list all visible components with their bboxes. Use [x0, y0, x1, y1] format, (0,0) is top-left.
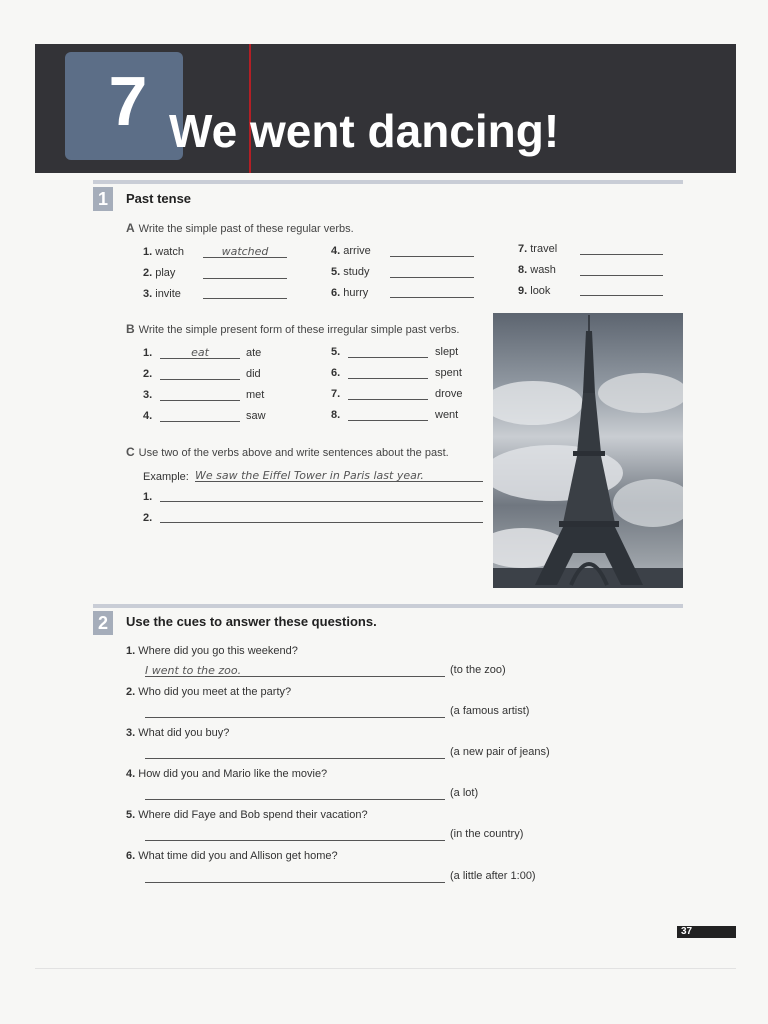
partB-item-number: 1. — [143, 347, 153, 359]
partA-item — [518, 285, 550, 297]
partA-item — [518, 264, 556, 276]
item-number: 2. — [143, 267, 153, 279]
item-number: 1. — [143, 246, 153, 258]
question-text: What time did you and Allison get home? — [138, 850, 338, 862]
item-verb: watch — [155, 246, 184, 258]
partB-instruction — [126, 322, 459, 336]
partA-answer-line[interactable] — [580, 283, 663, 296]
item-number: 5. — [331, 266, 341, 278]
partB-answer-line[interactable] — [160, 367, 240, 380]
footer-divider — [35, 968, 736, 969]
partB-past-verb: met — [246, 389, 265, 401]
partA-item — [518, 243, 557, 255]
section1-number: 1 — [93, 187, 113, 211]
partC-instruction — [126, 445, 449, 459]
partA-instruction — [126, 221, 354, 235]
question-number: 1. — [126, 645, 136, 657]
item-verb: invite — [155, 288, 181, 300]
question-number: 2. — [126, 686, 136, 698]
partC-example-label: Example: — [143, 471, 189, 483]
partB-instruction-text: Write the simple present form of these irregular simple past verbs. — [138, 324, 460, 336]
partB-item-number: 3. — [143, 389, 153, 401]
partA-answer-line[interactable] — [203, 266, 287, 279]
answer-cue: (a lot) — [450, 787, 479, 799]
item-verb: look — [530, 285, 551, 297]
partC-answer-line[interactable] — [160, 489, 483, 502]
partB-past-verb: went — [435, 409, 459, 421]
partB-letter: B — [126, 322, 135, 336]
answer-line[interactable] — [145, 746, 445, 759]
item-verb: travel — [530, 243, 558, 255]
unit-number: 7 — [108, 62, 148, 140]
partA-answer-line[interactable] — [580, 242, 663, 255]
eiffel-tower-photo — [493, 313, 683, 588]
answer-line[interactable] — [145, 828, 445, 841]
answer-cue: (in the country) — [450, 828, 524, 840]
partA-answer-line[interactable] — [580, 263, 663, 276]
unit-header — [35, 44, 736, 173]
question-number: 6. — [126, 850, 136, 862]
item-verb: arrive — [343, 245, 371, 257]
item-number: 9. — [518, 285, 528, 297]
question — [126, 686, 291, 698]
partB-past-verb: saw — [246, 410, 266, 422]
answer-line[interactable] — [145, 787, 445, 800]
partB-item-number: 8. — [331, 409, 341, 421]
partA-answer-line[interactable]: watched — [203, 245, 287, 258]
answer-cue: (a little after 1:00) — [450, 870, 536, 882]
item-number: 4. — [331, 245, 341, 257]
partA-answer-line[interactable] — [390, 265, 474, 278]
partC-line-number: 1. — [143, 491, 153, 503]
unit-title: We went dancing! — [169, 105, 560, 157]
eiffel-tower-icon — [493, 313, 683, 588]
partB-item-number: 4. — [143, 410, 153, 422]
page-number: 37 — [677, 926, 736, 938]
answer-line[interactable] — [145, 705, 445, 718]
partA-item — [143, 246, 184, 258]
question — [126, 768, 327, 780]
partB-answer-line[interactable] — [160, 388, 240, 401]
item-number: 3. — [143, 288, 153, 300]
question — [126, 850, 338, 862]
question-number: 3. — [126, 727, 136, 739]
answer-cue: (to the zoo) — [450, 664, 506, 676]
item-number: 6. — [331, 287, 341, 299]
question-text: What did you buy? — [138, 727, 230, 739]
partA-answer-line[interactable] — [390, 285, 474, 298]
question-text: Who did you meet at the party? — [138, 686, 292, 698]
item-verb: wash — [530, 264, 556, 276]
partB-past-verb: slept — [435, 346, 459, 358]
answer-line[interactable]: I went to the zoo. — [145, 664, 445, 677]
partB-item-number: 2. — [143, 368, 153, 380]
item-verb: hurry — [343, 287, 369, 299]
partB-past-verb: drove — [435, 388, 463, 400]
partA-instruction-text: Write the simple past of these regular verbs. — [138, 223, 354, 235]
partA-letter: A — [126, 221, 135, 235]
item-number: 8. — [518, 264, 528, 276]
partA-item — [143, 288, 181, 300]
partB-answer-line[interactable] — [348, 387, 428, 400]
partB-past-verb: spent — [435, 367, 462, 379]
answer-line[interactable] — [145, 870, 445, 883]
question-text: Where did you go this weekend? — [138, 645, 298, 657]
section2-title: Use the cues to answer these questions. — [126, 614, 377, 629]
partC-line-number: 2. — [143, 512, 153, 524]
partB-item-number: 6. — [331, 367, 341, 379]
question — [126, 645, 298, 657]
section1-bar — [93, 180, 683, 184]
partA-item — [331, 266, 370, 278]
partB-past-verb: ate — [246, 347, 262, 359]
question — [126, 809, 368, 821]
question-number: 4. — [126, 768, 136, 780]
section2-bar — [93, 604, 683, 608]
question — [126, 727, 229, 739]
partC-letter: C — [126, 445, 135, 459]
section2-number: 2 — [93, 611, 113, 635]
partB-item-number: 5. — [331, 346, 341, 358]
item-verb: study — [343, 266, 370, 278]
partB-answer-line[interactable]: eat — [160, 346, 240, 359]
question-text: How did you and Mario like the movie? — [138, 768, 328, 780]
partA-item — [143, 267, 175, 279]
partA-item — [331, 245, 371, 257]
partB-item-number: 7. — [331, 388, 341, 400]
item-verb: play — [155, 267, 176, 279]
partA-answer-line[interactable] — [390, 244, 474, 257]
partC-example-answer: We saw the Eiffel Tower in Paris last year. — [195, 469, 483, 482]
partC-instruction-text: Use two of the verbs above and write sentences about the past. — [138, 447, 449, 459]
question-text: Where did Faye and Bob spend their vacation? — [138, 809, 368, 821]
section1-title: Past tense — [126, 191, 192, 206]
partB-answer-line[interactable] — [348, 408, 428, 421]
partB-answer-line[interactable] — [348, 345, 428, 358]
partB-answer-line[interactable] — [160, 409, 240, 422]
item-number: 7. — [518, 243, 528, 255]
partA-answer-line[interactable] — [203, 286, 287, 299]
answer-cue: (a famous artist) — [450, 705, 530, 717]
answer-cue: (a new pair of jeans) — [450, 746, 550, 758]
question-number: 5. — [126, 809, 136, 821]
partA-item — [331, 287, 368, 299]
partB-answer-line[interactable] — [348, 366, 428, 379]
partB-past-verb: did — [246, 368, 261, 380]
partC-answer-line[interactable] — [160, 510, 483, 523]
